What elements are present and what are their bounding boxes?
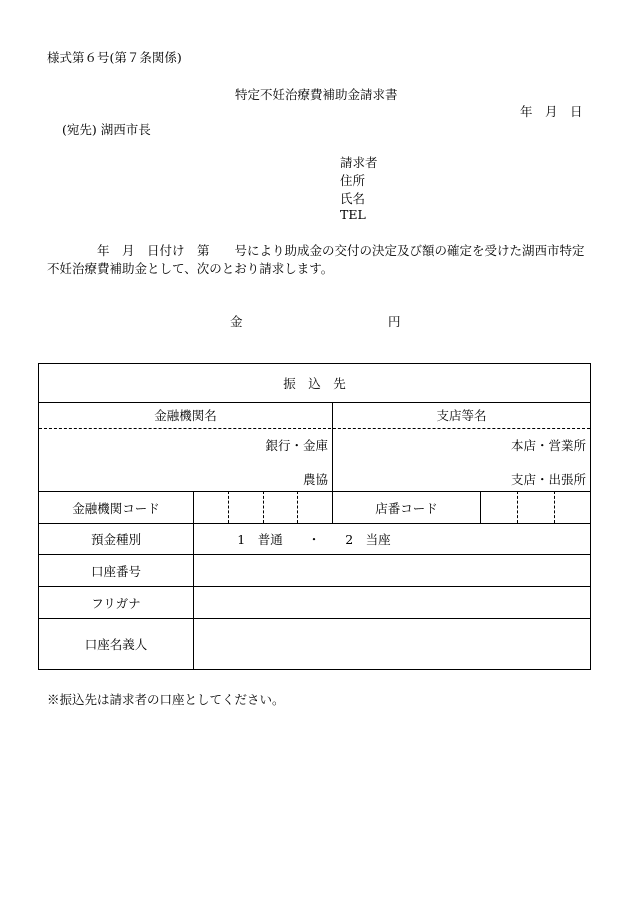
footnote: ※振込先は請求者の口座としてください。 xyxy=(47,692,285,707)
branch-type-1: 本店・営業所 xyxy=(510,438,586,453)
branch-name-label: 支店等名 xyxy=(436,408,487,423)
transfer-table xyxy=(38,363,591,670)
body-line-1: 年 月 日付け 第 号により助成金の交付の決定及び額の確定を受けた湖西市特定 xyxy=(97,243,585,258)
branch-type-2: 支店・出張所 xyxy=(510,472,586,487)
account-holder-label: 口座名義人 xyxy=(84,637,148,652)
bank-type-1: 銀行・金庫 xyxy=(265,438,328,453)
date-line: 年 月 日 xyxy=(520,104,583,119)
bank-type-2: 農協 xyxy=(302,472,328,487)
form-number: 様式第６号(第７条関係) xyxy=(47,50,182,65)
requester-name-label: 氏名 xyxy=(340,191,366,206)
amount-suffix: 円 xyxy=(388,314,401,329)
bank-code-label: 金融機関コード xyxy=(72,500,160,516)
deposit-type-label: 預金種別 xyxy=(90,532,141,547)
branch-code-label: 店番コード xyxy=(375,500,438,516)
account-number-label: 口座番号 xyxy=(90,563,141,579)
deposit-type-value: 1 普通 ・ 2 当座 xyxy=(237,532,391,547)
table-header: 振 込 先 xyxy=(283,376,346,391)
document-title: 特定不妊治療費補助金請求書 xyxy=(235,87,398,102)
body-line-2: 不妊治療費補助金として、次のとおり請求します。 xyxy=(47,261,334,276)
furigana-label: フリガナ xyxy=(91,595,141,611)
requester-address-label: 住所 xyxy=(340,173,366,188)
bank-name-label: 金融機関名 xyxy=(154,408,217,423)
addressee: (宛先) 湖西市長 xyxy=(62,122,151,137)
requester-tel-label: TEL xyxy=(340,207,366,222)
amount-prefix: 金 xyxy=(230,314,243,329)
requester-heading: 請求者 xyxy=(340,155,378,170)
